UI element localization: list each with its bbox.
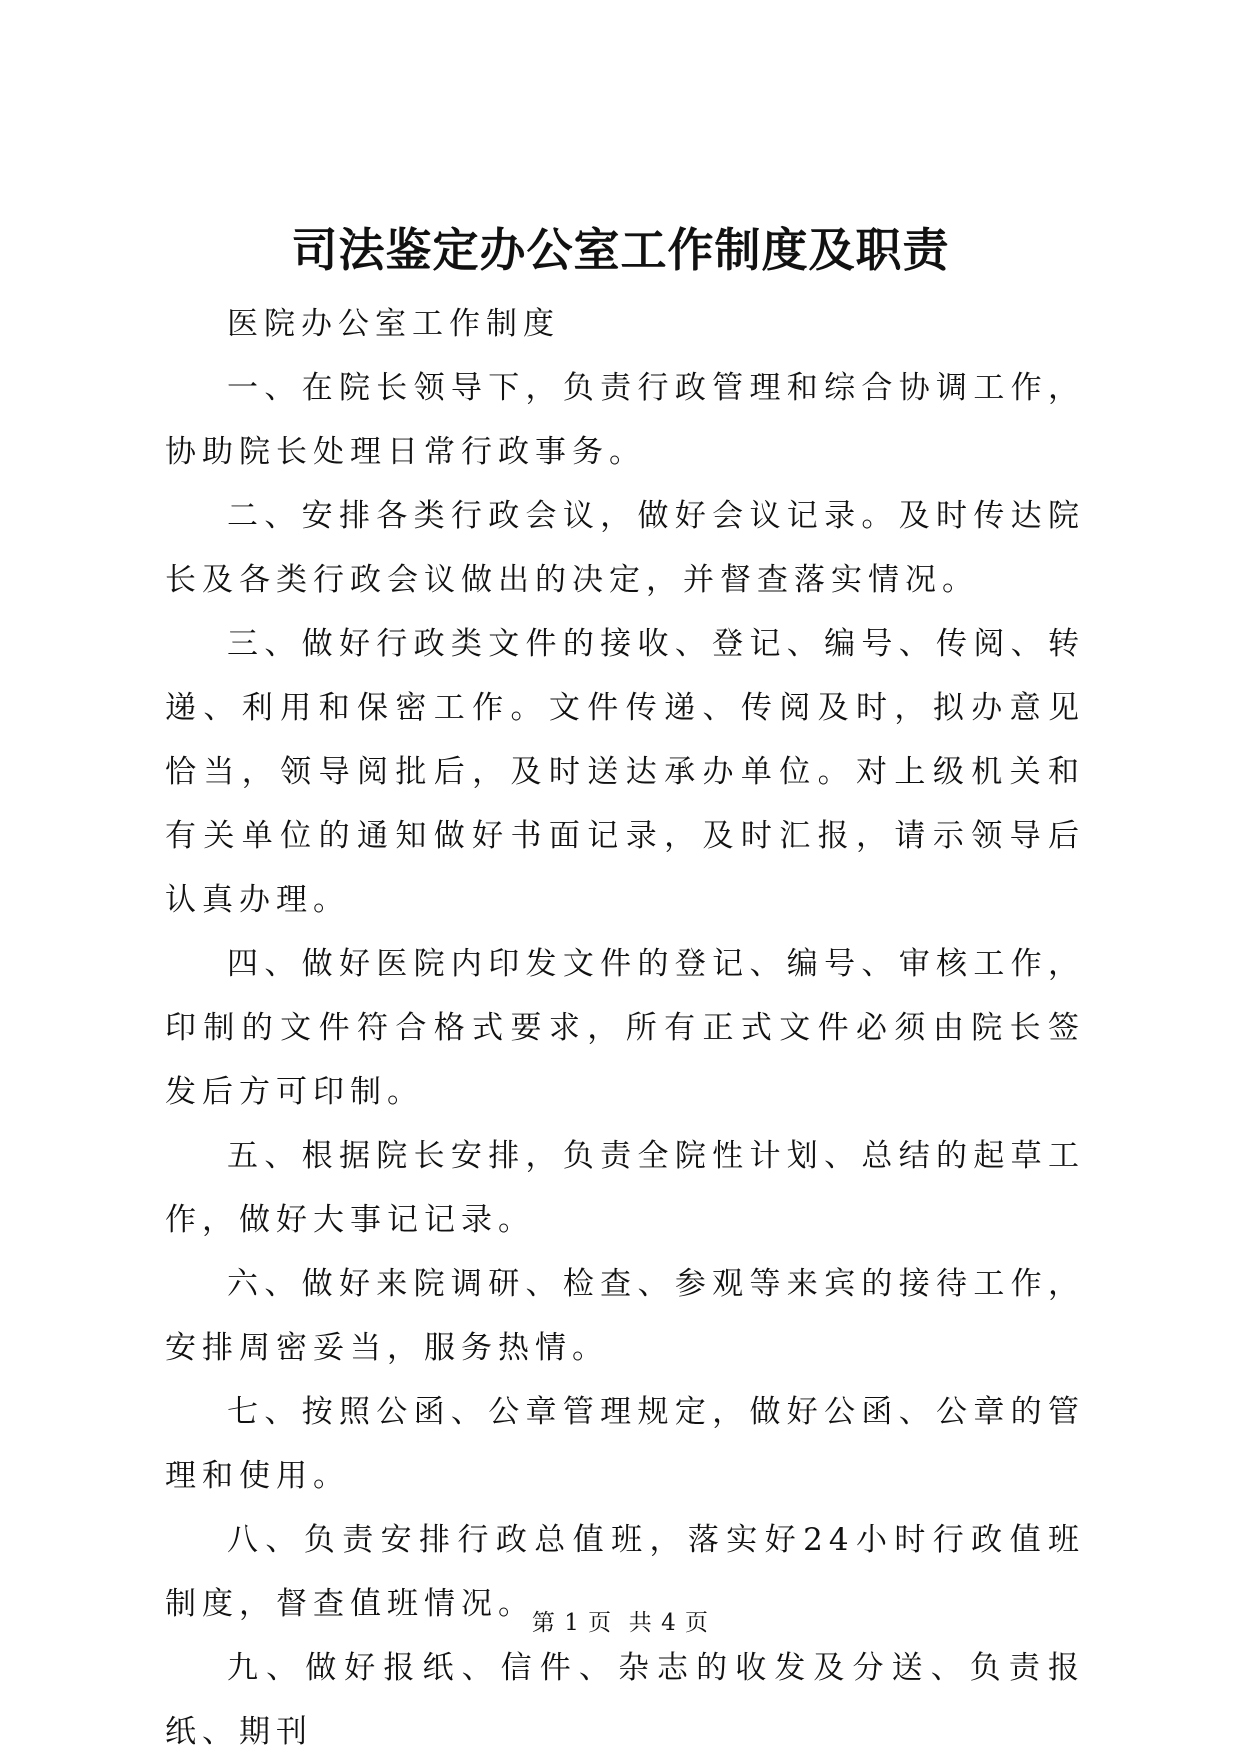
page-number-label: 第 1 页 共 4 页 bbox=[531, 1610, 710, 1636]
paragraph-subtitle: 医院办公室工作制度 bbox=[227, 306, 560, 342]
document-body bbox=[165, 292, 1085, 1764]
paragraph-4: 四、做好医院内印发文件的登记、编号、审核工作，印制的文件符合格式要求，所有正式文件必须由院长签发后方可印制。 bbox=[165, 946, 1085, 1110]
paragraph-2: 二、安排各类行政会议，做好会议记录。及时传达院长及各类行政会议做出的决定，并督查落实情况。 bbox=[165, 498, 1085, 598]
paragraph-6: 六、做好来院调研、检查、参观等来宾的接待工作，安排周密妥当，服务热情。 bbox=[165, 1266, 1085, 1366]
paragraph-9: 九、做好报纸、信件、杂志的收发及分送、负责报纸、期刊 bbox=[165, 1650, 1085, 1750]
paragraph-5: 五、根据院长安排，负责全院性计划、总结的起草工作，做好大事记记录。 bbox=[165, 1138, 1085, 1238]
paragraph-7: 七、按照公函、公章管理规定，做好公函、公章的管理和使用。 bbox=[165, 1394, 1085, 1494]
paragraph-3: 三、做好行政类文件的接收、登记、编号、传阅、转递、利用和保密工作。文件传递、传阅及时，拟办意见恰当，领导阅批后，及时送达承办单位。对上级机关和有关单位的通知做好书面记录，及时汇报，请示领导后认真办理。 bbox=[165, 626, 1085, 918]
paragraph-1: 一、在院长领导下，负责行政管理和综合协调工作，协助院长处理日常行政事务。 bbox=[165, 370, 1085, 470]
paragraph-8: 八、负责安排行政总值班，落实好24小时行政值班制度，督查值班情况。 bbox=[165, 1522, 1085, 1622]
document-title: 司法鉴定办公室工作制度及职责 bbox=[291, 223, 950, 277]
page-footer bbox=[0, 1608, 1241, 1638]
